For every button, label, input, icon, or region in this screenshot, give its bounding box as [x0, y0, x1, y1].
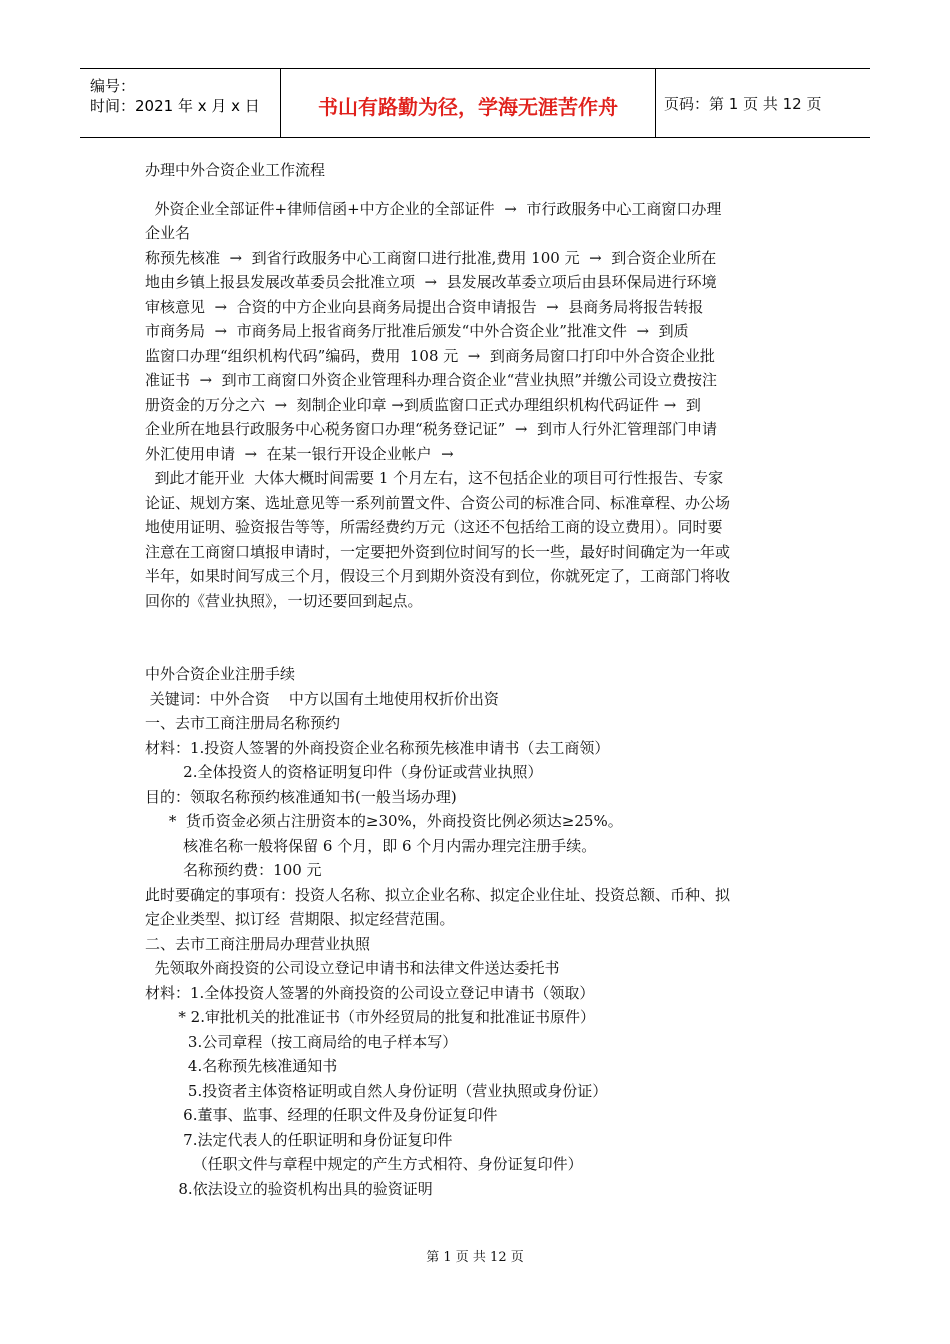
- text-line: 准证书 → 到市工商窗口外资企业管理科办理合资企业“营业执照”并缴公司设立费按注: [145, 371, 717, 389]
- text-line: （任职文件与章程中规定的产生方式相符、身份证复印件）: [145, 1155, 583, 1173]
- text-line: 地由乡镇上报县发展改革委员会批准立项 → 县发展改革委立项后由县环保局进行环境: [145, 273, 717, 291]
- text-line: 外汇使用申请 → 在某一银行开设企业帐户 →: [145, 444, 454, 463]
- text-line: 审核意见 → 合资的中方企业向县商务局提出合资申请报告 → 县商务局将报告转报: [145, 297, 704, 316]
- text-line: 5.投资者主体资格证明或自然人身份证明（营业执照或身份证）: [145, 1081, 608, 1100]
- text-line: 名称预约费：100 元: [145, 861, 322, 879]
- doc-date-label: 时间：2021 年 x 月 x 日: [90, 97, 260, 115]
- text-line: 外资企业全部证件+律师信函+中方企业的全部证件 → 市行政服务中心工商窗口办理: [145, 199, 722, 218]
- header-motto-cell: [281, 69, 656, 137]
- text-line: 材料：1.全体投资人签署的外商投资的公司设立登记申请书（领取）: [145, 983, 595, 1002]
- text-line: * 2.审批机关的批准证书（市外经贸局的批复和批准证书原件）: [145, 1008, 595, 1026]
- text-line: 到此才能开业 大体大概时间需要 1 个月左右，这不包括企业的项目可行性报告、专家: [145, 469, 724, 487]
- document-body: [145, 158, 810, 1201]
- text-line: 核准名称一般将保留 6 个月，即 6 个月内需办理完注册手续。: [145, 836, 597, 855]
- section1-body: [145, 197, 810, 614]
- text-line: 注意在工商窗口填报申请时，一定要把外资到位时间写的长一些，最好时间确定为一年或: [145, 542, 731, 561]
- text-line: 6.董事、监事、经理的任职文件及身份证复印件: [145, 1106, 498, 1124]
- text-line: 2.全体投资人的资格证明复印件（身份证或营业执照）: [145, 763, 543, 781]
- text-line: 半年，如果时间写成三个月，假设三个月到期外资没有到位，你就死定了，工商部门将收: [145, 567, 731, 585]
- text-line: 一、去市工商注册局名称预约: [145, 714, 341, 732]
- text-line: 3.公司章程（按工商局给的电子样本写）: [145, 1032, 458, 1051]
- text-line: 回你的《营业执照》，一切还要回到起点。: [145, 591, 423, 610]
- doc-number-label: 编号：: [90, 77, 136, 95]
- text-line: 企业名: [145, 224, 191, 242]
- text-line: 4.名称预先核准通知书: [145, 1057, 338, 1075]
- text-line: 二、去市工商注册局办理营业执照: [145, 934, 371, 953]
- motto-text: 书山有路勤为径，学海无涯苦作舟: [318, 95, 618, 119]
- section2-title: 中外合资企业注册手续: [145, 665, 296, 683]
- header-page-cell: [656, 69, 870, 137]
- text-line: 关键词：中外合资 中方以国有土地使用权折价出资: [145, 689, 499, 708]
- text-line: 7.法定代表人的任职证明和身份证复印件: [145, 1130, 453, 1149]
- text-line: 市商务局 → 市商务局上报省商务厅批准后颁发“中外合资企业”批准文件 → 到质: [145, 322, 689, 340]
- text-line: 称预先核准 → 到省行政服务中心工商窗口进行批准,费用 100 元 → 到合资企业所在: [145, 248, 717, 267]
- header-info-cell: [80, 69, 281, 137]
- text-line: 8.依法设立的验资机构出具的验资证明: [145, 1179, 433, 1198]
- page-header: [80, 68, 870, 138]
- text-line: 目的：领取名称预约核准通知书(一般当场办理): [145, 787, 457, 806]
- text-line: 论证、规划方案、选址意见等一系列前置文件、合资公司的标准合同、标准章程、办公场: [145, 493, 731, 512]
- section2-body: [145, 687, 810, 1202]
- page-code-label: 页码：第 1 页 共 12 页: [664, 95, 822, 113]
- text-line: 册资金的万分之六 → 刻制企业印章 →到质监窗口正式办理组织机构代码证件 → 到: [145, 395, 701, 414]
- section1-title: 办理中外合资企业工作流程: [145, 161, 326, 179]
- text-line: 定企业类型、拟订经 营期限、拟定经营范围。: [145, 910, 455, 928]
- page-footer: 第 1 页 共 12 页: [426, 1250, 524, 1265]
- text-line: 企业所在地县行政服务中心税务窗口办理“税务登记证” → 到市人行外汇管理部门申请: [145, 420, 717, 438]
- text-line: * 货币资金必须占注册资本的≥30%，外商投资比例必须达≥25%。: [145, 812, 623, 830]
- text-line: 地使用证明、验资报告等等，所需经费约万元（这还不包括给工商的设立费用）。同时要: [145, 518, 723, 536]
- text-line: 此时要确定的事项有：投资人名称、拟立企业名称、拟定企业住址、投资总额、币种、拟: [145, 885, 731, 904]
- text-line: 先领取外商投资的公司设立登记申请书和法律文件送达委托书: [145, 959, 560, 977]
- text-line: 材料：1.投资人签署的外商投资企业名称预先核准申请书（去工商领）: [145, 738, 610, 757]
- text-line: 监窗口办理“组织机构代码”编码，费用 108 元 → 到商务局窗口打印中外合资企业批: [145, 346, 715, 365]
